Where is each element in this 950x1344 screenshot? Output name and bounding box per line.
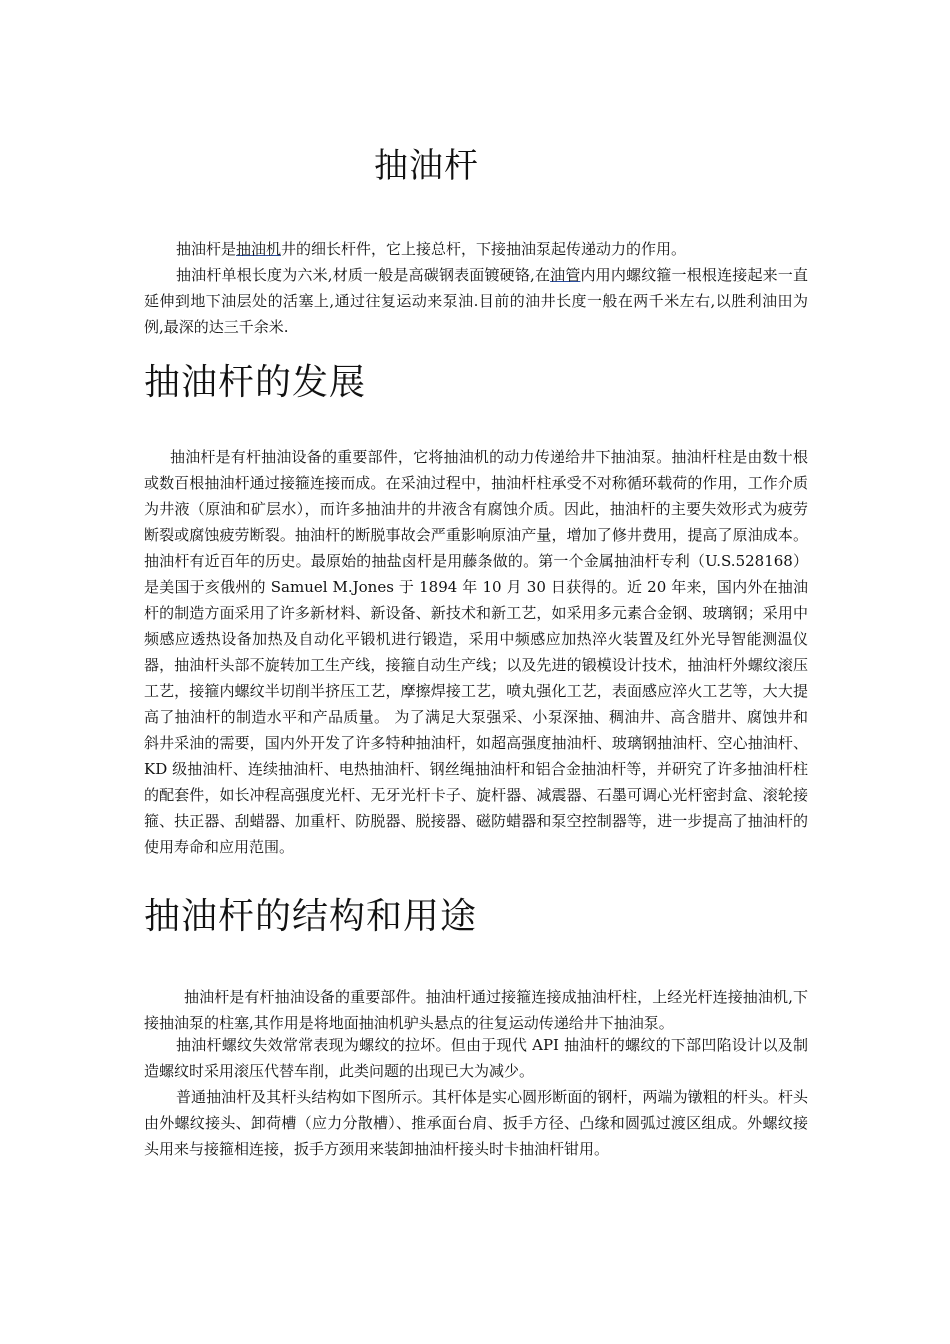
- structure-paragraph-1: 抽油杆是有杆抽油设备的重要部件。抽油杆通过接箍连接成抽油杆柱，上经光杆连接抽油机,下接抽油泵的柱塞,其作用是将地面抽油机驴头悬点的往复运动传递给井下抽油泵。: [144, 988, 808, 1032]
- intro-p2-text-after: 内用内螺纹箍一根根连接起来一直延伸到地下油层处的活塞上,通过往复运动来泵油.目前的油井长度一般在两千米左右,以胜利油田为例,最深的达三千余米.: [144, 266, 808, 336]
- section-heading-structure: 抽油杆的结构和用途: [144, 896, 478, 937]
- link-pump-unit[interactable]: 抽油机: [236, 240, 282, 258]
- development-paragraph: 抽油杆是有杆抽油设备的重要部件，它将抽油机的动力传递给井下抽油泵。抽油杆柱是由数十根或数百根抽油杆通过接箍连接而成。在采油过程中，抽油杆柱承受不对称循环载荷的作用，工作介质为井液（原油和矿层水），而许多抽油井的井液含有腐蚀介质。因此，抽油杆的主要失效形式为疲劳断裂或腐蚀疲劳断裂。抽油杆的断脱事故会严重影响原油产量，增加了修井费用，提高了原油成本。 抽油杆有近百年的历史。最原始的抽盐卤杆是用藤条做的。第一个金属抽油杆专利（U.S.528168）是美国于亥俄州的 Samuel M.Jones 于 1894 年 10 月 30 日获得的。近 20 年来，国内外在抽油杆的制造方面采用了许多新材料、新设备、新技术和新工艺，如采用多元素合金钢、玻璃钢；采用中频感应透热设备加热及自动化平锻机进行锻造，采用中频感应加热淬火装置及红外光导智能测温仪器，抽油杆头部不旋转加工生产线，接箍自动生产线；以及先进的锻模设计技术，抽油杆外螺纹滚压工艺，接箍内螺纹半切削半挤压工艺，摩擦焊接工艺，喷丸强化工艺，表面感应淬火工艺等，大大提高了抽油杆的制造水平和产品质量。 为了满足大泵强采、小泵深抽、稠油井、高含腊井、腐蚀井和斜井采油的需要，国内外开发了许多特种抽油杆，如超高强度抽油杆、玻璃钢抽油杆、空心抽油杆、KD 级抽油杆、连续抽油杆、电热抽油杆、钢丝绳抽油杆和铝合金抽油杆等，并研究了许多抽油杆柱的配套件，如长冲程高强度光杆、无牙光杆卡子、旋杆器、减震器、石墨可调心光杆密封盒、滚轮接箍、扶正器、刮蜡器、加重杆、防脱器、脱接器、磁防蜡器和泵空控制器等，进一步提高了抽油杆的使用寿命和应用范围。: [144, 448, 808, 856]
- intro-p1-text-after: 井的细长杆件，它上接总杆，下接抽油泵起传递动力的作用。: [281, 240, 687, 258]
- link-tubing[interactable]: 油管: [550, 266, 581, 284]
- intro-p2-text-before: 抽油杆单根长度为六米,材质一般是高碳钢表面镀硬铬,在: [176, 266, 551, 284]
- section-heading-development: 抽油杆的发展: [144, 362, 367, 403]
- intro-paragraph-1: [144, 236, 808, 262]
- document-title: 抽油杆: [374, 146, 479, 186]
- intro-p1-text-before: 抽油杆是: [176, 240, 237, 258]
- intro-paragraph-2: [144, 262, 808, 340]
- structure-paragraph-3: 普通抽油杆及其杆头结构如下图所示。其杆体是实心圆形断面的钢杆，两端为镦粗的杆头。杆头由外螺纹接头、卸荷槽（应力分散槽）、推承面台肩、扳手方径、凸缘和圆弧过渡区组成。外螺纹接头用来与接箍相连接，扳手方颈用来装卸抽油杆接头时卡抽油杆钳用。: [144, 1088, 808, 1158]
- structure-paragraph-2: 抽油杆螺纹失效常常表现为螺纹的拉坏。但由于现代 API 抽油杆的螺纹的下部凹陷设计以及制造螺纹时采用滚压代替车削，此类问题的出现已大为减少。: [144, 1036, 808, 1080]
